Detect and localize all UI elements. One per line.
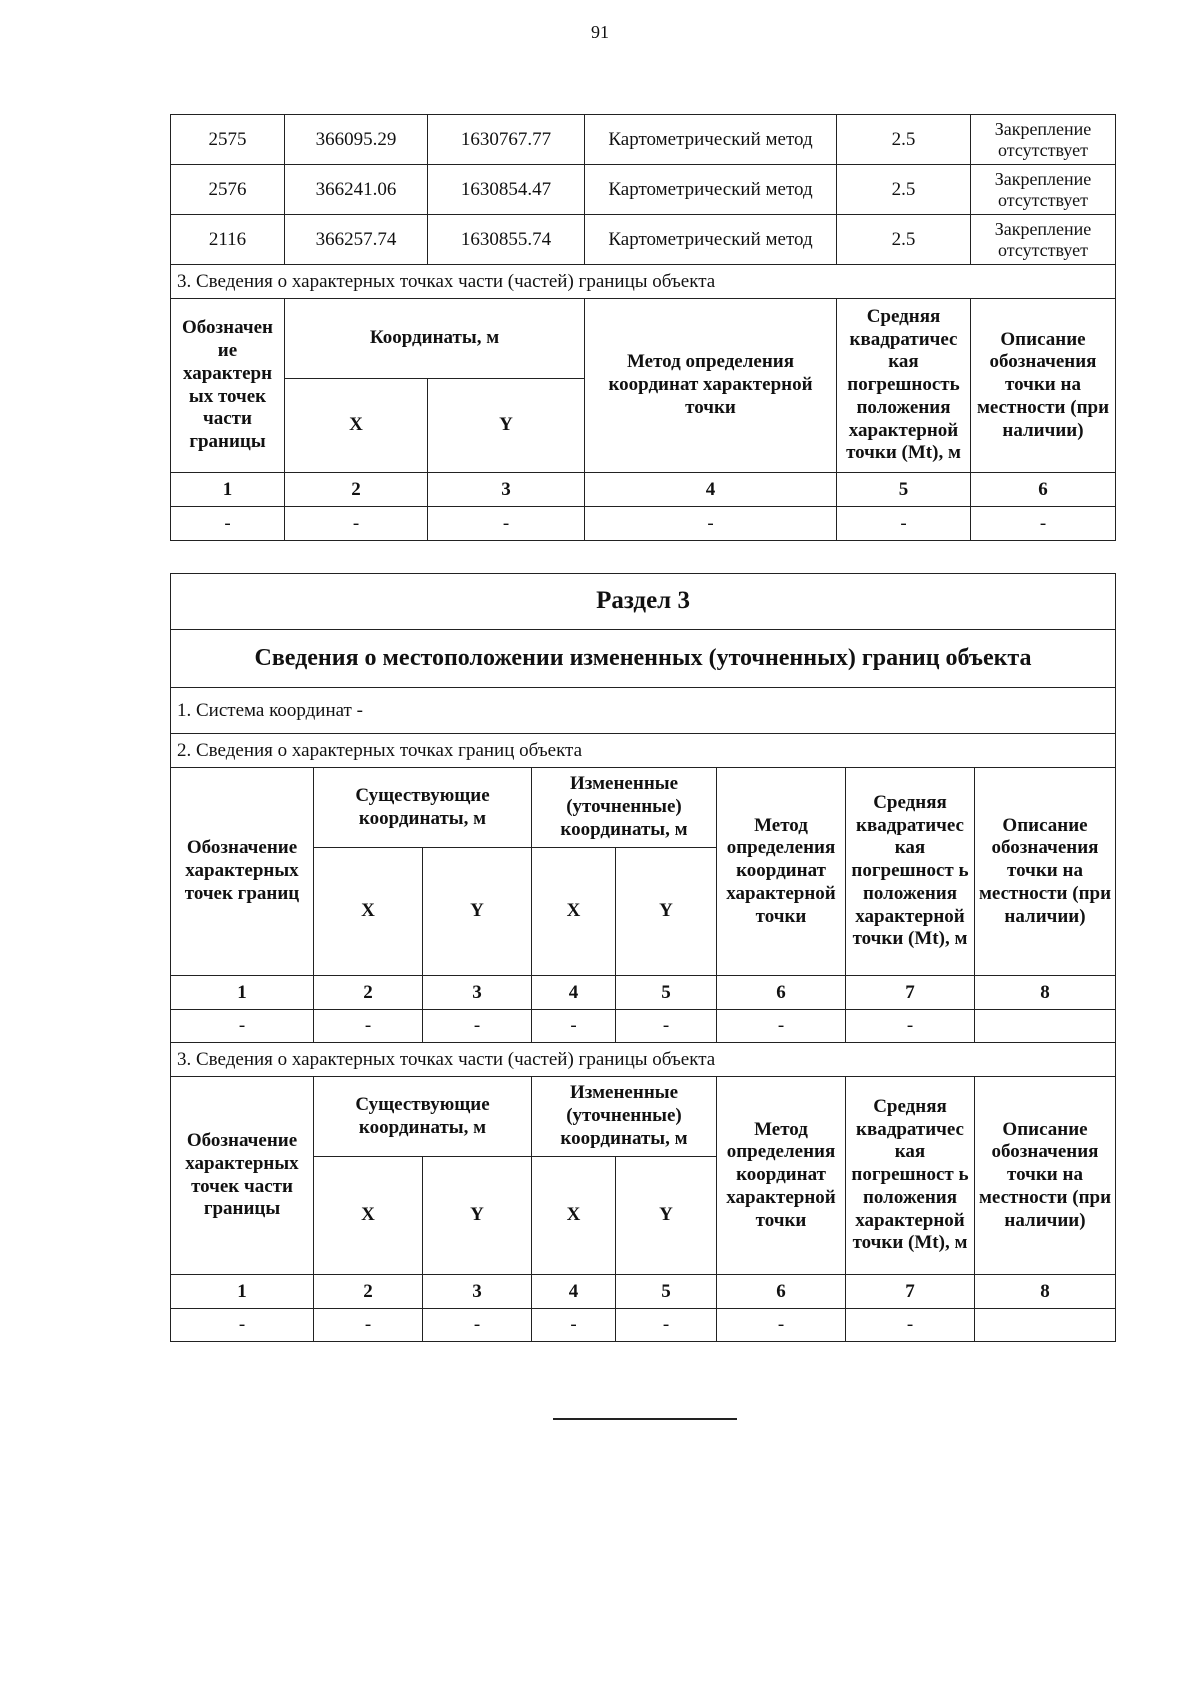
empty-cell: - (585, 507, 837, 541)
empty-cell: - (846, 1309, 975, 1342)
header-changed-coordinates: Измененные (уточненные) координаты, м (532, 768, 717, 848)
empty-cell (975, 1010, 1116, 1043)
point-x: 366095.29 (285, 115, 428, 165)
empty-cell (975, 1309, 1116, 1342)
header-description: Описание обозначения точки на местности (при наличии) (975, 1077, 1116, 1275)
column-number: 7 (846, 976, 975, 1010)
empty-cell: - (616, 1309, 717, 1342)
column-number: 2 (285, 473, 428, 507)
column-numbers-row (171, 473, 1116, 507)
coordinate-system: 1. Система координат - (171, 688, 1116, 734)
point-method: Картометрический метод (585, 165, 837, 215)
empty-cell: - (971, 507, 1116, 541)
table-row (171, 507, 1116, 541)
point-method: Картометрический метод (585, 115, 837, 165)
empty-cell: - (314, 1309, 423, 1342)
column-number: 5 (616, 976, 717, 1010)
header-y-existing: Y (423, 848, 532, 976)
table-row (171, 115, 1116, 165)
point-description: Закрепление отсутствует (971, 215, 1116, 265)
table-row (171, 1309, 1116, 1342)
empty-cell: - (717, 1010, 846, 1043)
header-y-existing: Y (423, 1157, 532, 1275)
point-accuracy: 2.5 (837, 115, 971, 165)
column-number: 3 (423, 1275, 532, 1309)
point-x: 366257.74 (285, 215, 428, 265)
header-method: Метод определения координат характерной точки (717, 768, 846, 976)
section-subtitle: Сведения о местоположении измененных (уточненных) границ объекта (171, 630, 1116, 688)
header-designation: Обозначен ие характерн ых точек части границы (171, 299, 285, 473)
header-changed-coordinates: Измененные (уточненные) координаты, м (532, 1077, 717, 1157)
empty-cell: - (532, 1010, 616, 1043)
section2-tail-table (170, 114, 1116, 541)
part-points-title: 3. Сведения о характерных точках части (частей) границы объекта (171, 265, 1116, 299)
column-number: 5 (616, 1275, 717, 1309)
end-of-document-line (553, 1418, 737, 1420)
empty-cell: - (532, 1309, 616, 1342)
header-y-changed: Y (616, 1157, 717, 1275)
header-accuracy: Средняя квадратичес кая погрешность положения характерной точки (Mt), м (837, 299, 971, 473)
column-number: 1 (171, 473, 285, 507)
column-number: 5 (837, 473, 971, 507)
empty-cell: - (837, 507, 971, 541)
column-number: 1 (171, 976, 314, 1010)
header-existing-coordinates: Существующие координаты, м (314, 768, 532, 848)
column-numbers-row (171, 976, 1116, 1010)
header-accuracy: Средняя квадратичес кая погрешност ь положения характерной точки (Mt), м (846, 768, 975, 976)
column-number: 6 (717, 1275, 846, 1309)
header-x-existing: X (314, 1157, 423, 1275)
header-x-changed: X (532, 848, 616, 976)
empty-cell: - (285, 507, 428, 541)
point-method: Картометрический метод (585, 215, 837, 265)
empty-cell: - (423, 1309, 532, 1342)
empty-cell: - (846, 1010, 975, 1043)
column-number: 4 (585, 473, 837, 507)
header-coordinates: Координаты, м (285, 299, 585, 379)
header-method: Метод определения координат характерной точки (717, 1077, 846, 1275)
header-existing-coordinates: Существующие координаты, м (314, 1077, 532, 1157)
header-description: Описание обозначения точки на местности (при наличии) (971, 299, 1116, 473)
point-id: 2576 (171, 165, 285, 215)
section3-table (170, 573, 1116, 1342)
point-x: 366241.06 (285, 165, 428, 215)
column-number: 4 (532, 976, 616, 1010)
boundary-points-title: 2. Сведения о характерных точках границ объекта (171, 734, 1116, 768)
page-number: 91 (591, 22, 609, 42)
empty-cell: - (616, 1010, 717, 1043)
column-number: 2 (314, 1275, 423, 1309)
empty-cell: - (717, 1309, 846, 1342)
point-y: 1630854.47 (428, 165, 585, 215)
column-number: 2 (314, 976, 423, 1010)
point-y: 1630767.77 (428, 115, 585, 165)
section-title: Раздел 3 (171, 574, 1116, 630)
empty-cell: - (423, 1010, 532, 1043)
header-y: Y (428, 379, 585, 473)
empty-cell: - (171, 507, 285, 541)
column-number: 6 (971, 473, 1116, 507)
column-number: 6 (717, 976, 846, 1010)
part-points-title: 3. Сведения о характерных точках части (частей) границы объекта (171, 1043, 1116, 1077)
header-method: Метод определения координат характерной точки (585, 299, 837, 473)
column-numbers-row (171, 1275, 1116, 1309)
empty-cell: - (171, 1309, 314, 1342)
point-description: Закрепление отсутствует (971, 165, 1116, 215)
point-y: 1630855.74 (428, 215, 585, 265)
header-description: Описание обозначения точки на местности (при наличии) (975, 768, 1116, 976)
column-number: 4 (532, 1275, 616, 1309)
point-accuracy: 2.5 (837, 215, 971, 265)
header-designation: Обозначение характерных точек границ (171, 768, 314, 976)
column-number: 3 (428, 473, 585, 507)
header-x-changed: X (532, 1157, 616, 1275)
empty-cell: - (314, 1010, 423, 1043)
table-row (171, 165, 1116, 215)
column-number: 8 (975, 976, 1116, 1010)
header-accuracy: Средняя квадратичес кая погрешност ь положения характерной точки (Mt), м (846, 1077, 975, 1275)
column-number: 7 (846, 1275, 975, 1309)
header-designation: Обозначение характерных точек части границы (171, 1077, 314, 1275)
point-id: 2575 (171, 115, 285, 165)
point-id: 2116 (171, 215, 285, 265)
point-accuracy: 2.5 (837, 165, 971, 215)
header-x-existing: X (314, 848, 423, 976)
column-number: 1 (171, 1275, 314, 1309)
table-row (171, 1010, 1116, 1043)
point-description: Закрепление отсутствует (971, 115, 1116, 165)
column-number: 8 (975, 1275, 1116, 1309)
header-x: X (285, 379, 428, 473)
column-number: 3 (423, 976, 532, 1010)
empty-cell: - (428, 507, 585, 541)
table-row (171, 215, 1116, 265)
header-y-changed: Y (616, 848, 717, 976)
empty-cell: - (171, 1010, 314, 1043)
